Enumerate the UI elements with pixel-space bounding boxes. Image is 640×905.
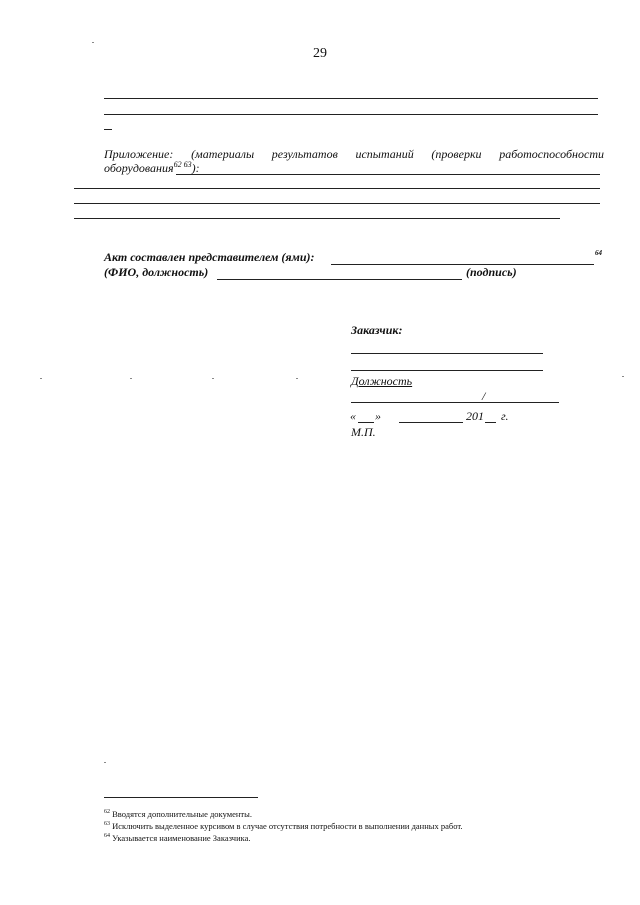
- name-position-label: (ФИО, должность): [104, 265, 209, 279]
- footnote-63-number: 63: [104, 821, 110, 828]
- footnote-64-number: 64: [104, 833, 110, 840]
- appendix-label: Приложение:: [104, 147, 174, 161]
- date-day-line: [358, 422, 374, 423]
- appendix-word-4: (проверки: [431, 147, 482, 161]
- footnote-refs-62-63: 62 63: [173, 160, 192, 169]
- footnote-63: [104, 821, 463, 832]
- appendix-word-1: (материалы: [191, 147, 255, 161]
- date-year: 201: [466, 409, 484, 423]
- footnote-64-text: Указывается наименование Заказчика.: [112, 833, 251, 843]
- footnote-separator: [104, 797, 258, 798]
- scan-speck: [104, 762, 106, 763]
- blank-line-3: [104, 129, 112, 130]
- customer-line-2: [351, 370, 543, 371]
- appendix-fill-line-1: [176, 174, 600, 175]
- page-number: 29: [313, 46, 327, 61]
- date-year-line: [485, 422, 496, 423]
- scan-speck: [622, 376, 624, 377]
- date-month-line: [399, 422, 463, 423]
- scan-speck: [212, 378, 214, 379]
- customer-signature-line: [351, 402, 559, 403]
- scan-speck: [296, 378, 298, 379]
- act-representative-line: [331, 264, 594, 265]
- footnote-62-number: 62: [104, 809, 110, 816]
- act-composed-label: Акт составлен представителем (ями):: [104, 250, 315, 264]
- blank-line-1: [104, 98, 598, 99]
- footnote-63-text: Исключить выделенное курсивом в случае отсутствия потребности в выполнении данных работ.: [112, 821, 463, 831]
- footnote-64: [104, 833, 251, 844]
- date-year-suffix: г.: [501, 409, 509, 423]
- name-position-line: [217, 279, 462, 280]
- appendix-fill-line-3: [74, 203, 600, 204]
- date-open-quote: «: [350, 409, 356, 423]
- stamp-label: М.П.: [351, 425, 376, 439]
- blank-line-2: [104, 114, 598, 115]
- footnote-62-text: Вводятся дополнительные документы.: [112, 809, 252, 819]
- customer-position-label: Должность: [351, 374, 413, 388]
- appendix-word-5: работоспособности: [499, 147, 604, 161]
- footnote-62: [104, 809, 252, 820]
- scan-speck: [40, 378, 42, 379]
- appendix-line2-suffix: ):: [191, 161, 200, 175]
- scan-speck: [130, 378, 132, 379]
- appendix-fill-line-4: [74, 218, 560, 219]
- date-close-quote: »: [375, 409, 381, 423]
- signature-label: (подпись): [466, 265, 517, 279]
- signature-slash: /: [482, 389, 486, 403]
- appendix-fill-line-2: [74, 188, 600, 189]
- customer-line-1: [351, 353, 543, 354]
- appendix-word-2: результатов: [271, 147, 338, 161]
- footnote-ref-64: 64: [595, 249, 602, 257]
- appendix-word-3: испытаний: [355, 147, 414, 161]
- appendix-line2-text: оборудования: [104, 161, 174, 175]
- scan-speck: [92, 42, 94, 43]
- customer-title: Заказчик:: [351, 323, 403, 337]
